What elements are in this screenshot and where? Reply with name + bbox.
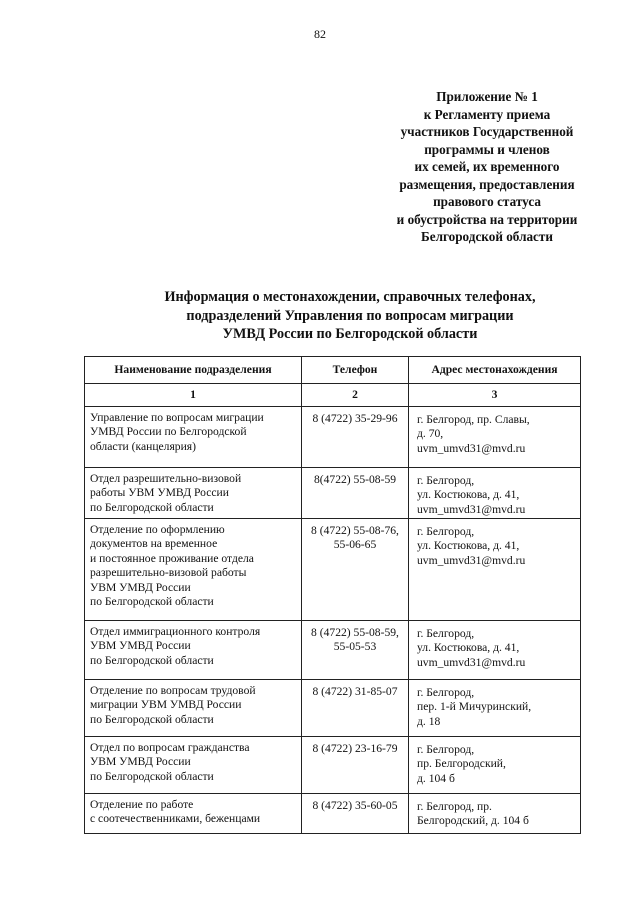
unit-name-line: по Белгородской области — [90, 500, 214, 514]
unit-name-line: и постоянное проживание отдела — [90, 551, 254, 565]
units-table — [84, 356, 581, 834]
unit-name-cell — [85, 407, 302, 468]
address-line: д. 18 — [417, 714, 441, 728]
column-number: 1 — [85, 384, 302, 407]
table-header-row — [85, 357, 581, 384]
table-row — [85, 737, 581, 794]
appendix-line: правового статуса — [433, 194, 541, 209]
phone-cell — [302, 680, 409, 737]
unit-name-line: Отделение по оформлению — [90, 523, 225, 536]
address-line: г. Белгород, — [417, 474, 475, 487]
unit-name-line: разрешительно-визовой работы — [90, 566, 247, 580]
table-row — [85, 680, 581, 737]
address-line: д. 104 б — [417, 771, 455, 785]
address-cell — [409, 407, 581, 468]
address-cell — [409, 621, 581, 680]
address-line: г. Белгород, — [417, 686, 475, 699]
phone-cell — [302, 519, 409, 621]
address-line: г. Белгород, — [417, 627, 475, 640]
phone-line: 8 (4722) 55-08-76, — [311, 524, 399, 537]
address-line: г. Белгород, — [417, 525, 475, 538]
phone-line: 55-06-65 — [333, 538, 377, 552]
unit-name-line: работы УВМ УМВД России — [90, 486, 229, 500]
phone-line: 8 (4722) 55-08-59, — [311, 626, 399, 639]
address-cell — [409, 468, 581, 519]
address-cell — [409, 737, 581, 794]
phone-line: 8 (4722) 23-16-79 — [312, 742, 398, 755]
unit-name-line: УВМ УМВД России — [90, 580, 191, 594]
unit-name-cell — [85, 794, 302, 834]
address-line: пер. 1-й Мичуринский, — [417, 700, 532, 714]
phone-line: 55-05-53 — [333, 640, 377, 654]
title-line: УМВД России по Белгородской области — [222, 326, 478, 342]
phone-cell — [302, 621, 409, 680]
address-line: ул. Костюкова, д. 41, — [417, 641, 520, 655]
phone-line: 8 (4722) 31-85-07 — [312, 685, 398, 698]
column-number: 3 — [409, 384, 581, 407]
unit-name-line: УВМ УМВД России — [90, 755, 191, 769]
document-title — [100, 288, 600, 344]
unit-name-line: УВМ УМВД России — [90, 639, 191, 653]
address-cell — [409, 519, 581, 621]
address-line: г. Белгород, — [417, 743, 475, 756]
address-line: Белгородский, д. 104 б — [417, 814, 529, 828]
unit-name-line: Отдел иммиграционного контроля — [90, 625, 261, 638]
unit-name-line: по Белгородской области — [90, 769, 214, 783]
unit-name-cell — [85, 519, 302, 621]
table-row — [85, 794, 581, 834]
header-unit-name: Наименование подразделения — [85, 357, 302, 384]
unit-name-line: по Белгородской области — [90, 712, 214, 726]
address-line: uvm_umvd31@mvd.ru — [417, 553, 526, 567]
address-line: uvm_umvd31@mvd.ru — [417, 655, 526, 669]
phone-cell — [302, 468, 409, 519]
unit-name-cell — [85, 737, 302, 794]
header-phone: Телефон — [302, 357, 409, 384]
appendix-heading — [372, 88, 602, 246]
column-number: 2 — [302, 384, 409, 407]
appendix-line: и обустройства на территории — [396, 211, 578, 227]
title-line: Информация о местонахождении, справочных телефонах, — [164, 289, 536, 305]
address-line: uvm_umvd31@mvd.ru — [417, 441, 526, 455]
phone-cell — [302, 794, 409, 834]
unit-name-line: Отдел разрешительно-визовой — [90, 472, 242, 485]
phone-line: 8(4722) 55-08-59 — [313, 473, 397, 486]
appendix-line: Приложение № 1 — [436, 89, 538, 104]
appendix-line: Белгородской области — [421, 229, 553, 244]
phone-line: 8 (4722) 35-29-96 — [312, 412, 398, 425]
unit-name-line: документов на временное — [90, 537, 218, 551]
address-cell — [409, 680, 581, 737]
address-line: пр. Белгородский, — [417, 757, 506, 771]
address-line: ул. Костюкова, д. 41, — [417, 539, 520, 553]
appendix-line: программы и членов — [424, 141, 550, 157]
phone-cell — [302, 737, 409, 794]
unit-name-cell — [85, 621, 302, 680]
appendix-line: участников Государственной — [400, 124, 574, 139]
table-row — [85, 519, 581, 621]
unit-name-line: области (канцелярия) — [90, 439, 196, 453]
address-line: г. Белгород, пр. — [417, 800, 492, 813]
unit-name-line: УМВД России по Белгородской — [90, 425, 247, 439]
table-row — [85, 468, 581, 519]
unit-name-line: миграции УВМ УМВД России — [90, 698, 242, 712]
header-address: Адрес местонахождения — [409, 357, 581, 384]
address-line: г. Белгород, пр. Славы, — [417, 413, 530, 426]
unit-name-cell — [85, 680, 302, 737]
unit-name-line: по Белгородской области — [90, 653, 214, 667]
unit-name-line: Отделение по работе — [90, 798, 194, 811]
address-line: д. 70, — [417, 427, 444, 441]
unit-name-line: по Белгородской области — [90, 595, 214, 609]
table-row — [85, 621, 581, 680]
appendix-line: размещения, предоставления — [399, 176, 575, 192]
appendix-line: к Регламенту приема — [423, 106, 551, 122]
appendix-line: их семей, их временного — [414, 159, 560, 174]
page-number: 82 — [314, 27, 326, 41]
address-cell — [409, 794, 581, 834]
unit-name-line: Отделение по вопросам трудовой — [90, 684, 256, 697]
table-row — [85, 407, 581, 468]
title-line: подразделений Управления по вопросам миграции — [186, 307, 514, 324]
unit-name-line: с соотечественниками, беженцами — [90, 812, 261, 826]
column-number-row — [85, 384, 581, 407]
unit-name-line: Отдел по вопросам гражданства — [90, 741, 250, 754]
phone-line: 8 (4722) 35-60-05 — [312, 799, 398, 812]
phone-cell — [302, 407, 409, 468]
unit-name-cell — [85, 468, 302, 519]
address-line: uvm_umvd31@mvd.ru — [417, 502, 526, 516]
unit-name-line: Управление по вопросам миграции — [90, 411, 264, 424]
address-line: ул. Костюкова, д. 41, — [417, 488, 520, 502]
